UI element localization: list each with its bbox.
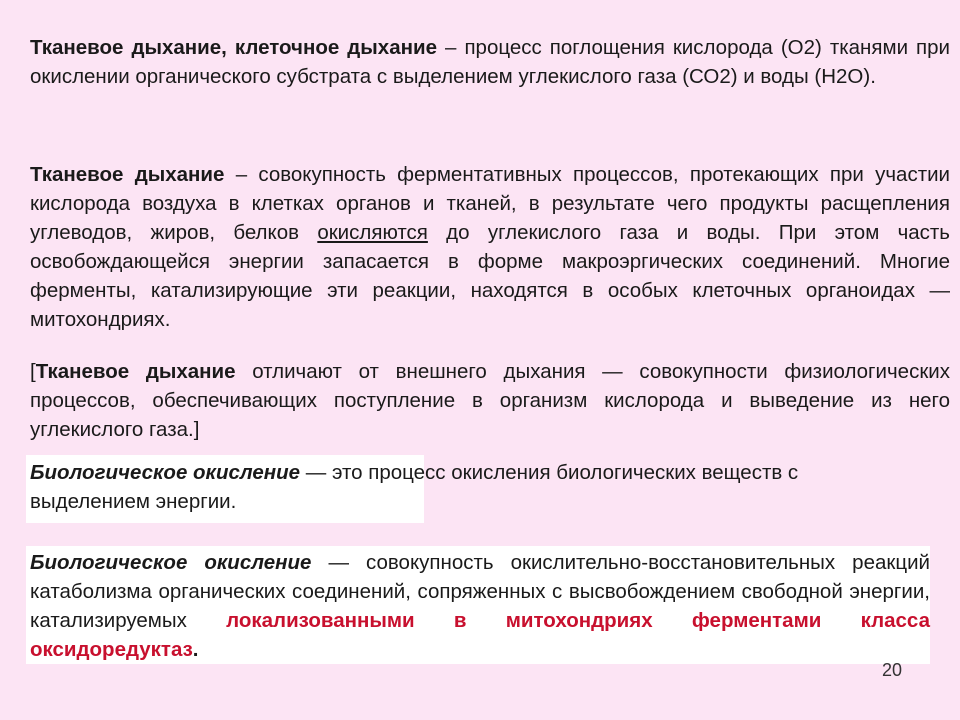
paragraph-text: — это процесс окисления биологических веществ с выделением энергии. — [30, 461, 799, 513]
term-tissue-cellular-respiration: Тканевое дыхание, клеточное дыхание — [30, 36, 437, 59]
term-biological-oxidation: Биологическое окисление — [30, 551, 312, 574]
underlined-word: окисляются — [317, 221, 428, 244]
paragraph-text: — совокупность окислительно-восстановительных реакций катаболизма органических соединений, сопряженных с высвобождением свободной энергии, катализируемых — [30, 551, 930, 632]
paragraph-end: . — [192, 638, 199, 661]
page-number: 20 — [881, 660, 902, 680]
paragraph-text: – процесс поглощения кислорода (О2) тканями при окислении органического субстрата с выделением углекислого газа (СО2) и воды (Н2О). — [30, 36, 950, 88]
paragraph-text: – совокупность ферментативных процессов, протекающих при участии кислорода воздуха в клетках органов и тканей, в результате чего продукты расщепления углеводов, жиров, белков — [30, 163, 950, 244]
paragraph-text: до углекислого газа и воды. При этом часть освобождающейся энергии запасается в форме макроэргических соединений. Многие ферменты, катализирующие эти реакции, находятся в особых клеточных органоидах — митохондриях. — [30, 221, 950, 331]
paragraph-external-respiration-note — [30, 357, 950, 444]
term-biological-oxidation: Биологическое окисление — [30, 461, 301, 484]
paragraph-text: отличают от внешнего дыхания — совокупности физиологических процессов, обеспечивающих поступление в организм кислорода и выведение из него углекислого газа.] — [30, 360, 950, 441]
paragraph-tissue-respiration-process — [30, 160, 950, 334]
bracket-open: [ — [30, 360, 36, 383]
paragraph-tissue-respiration-definition — [30, 33, 950, 91]
term-tissue-respiration: Тканевое дыхание — [30, 163, 225, 186]
paragraph-biological-oxidation-full — [30, 548, 930, 664]
paragraph-biological-oxidation-short — [30, 458, 880, 516]
term-tissue-respiration: Тканевое дыхание — [35, 360, 236, 383]
highlighted-red-text: локализованными в митохондриях ферментами класса оксидоредуктаз — [30, 609, 930, 661]
